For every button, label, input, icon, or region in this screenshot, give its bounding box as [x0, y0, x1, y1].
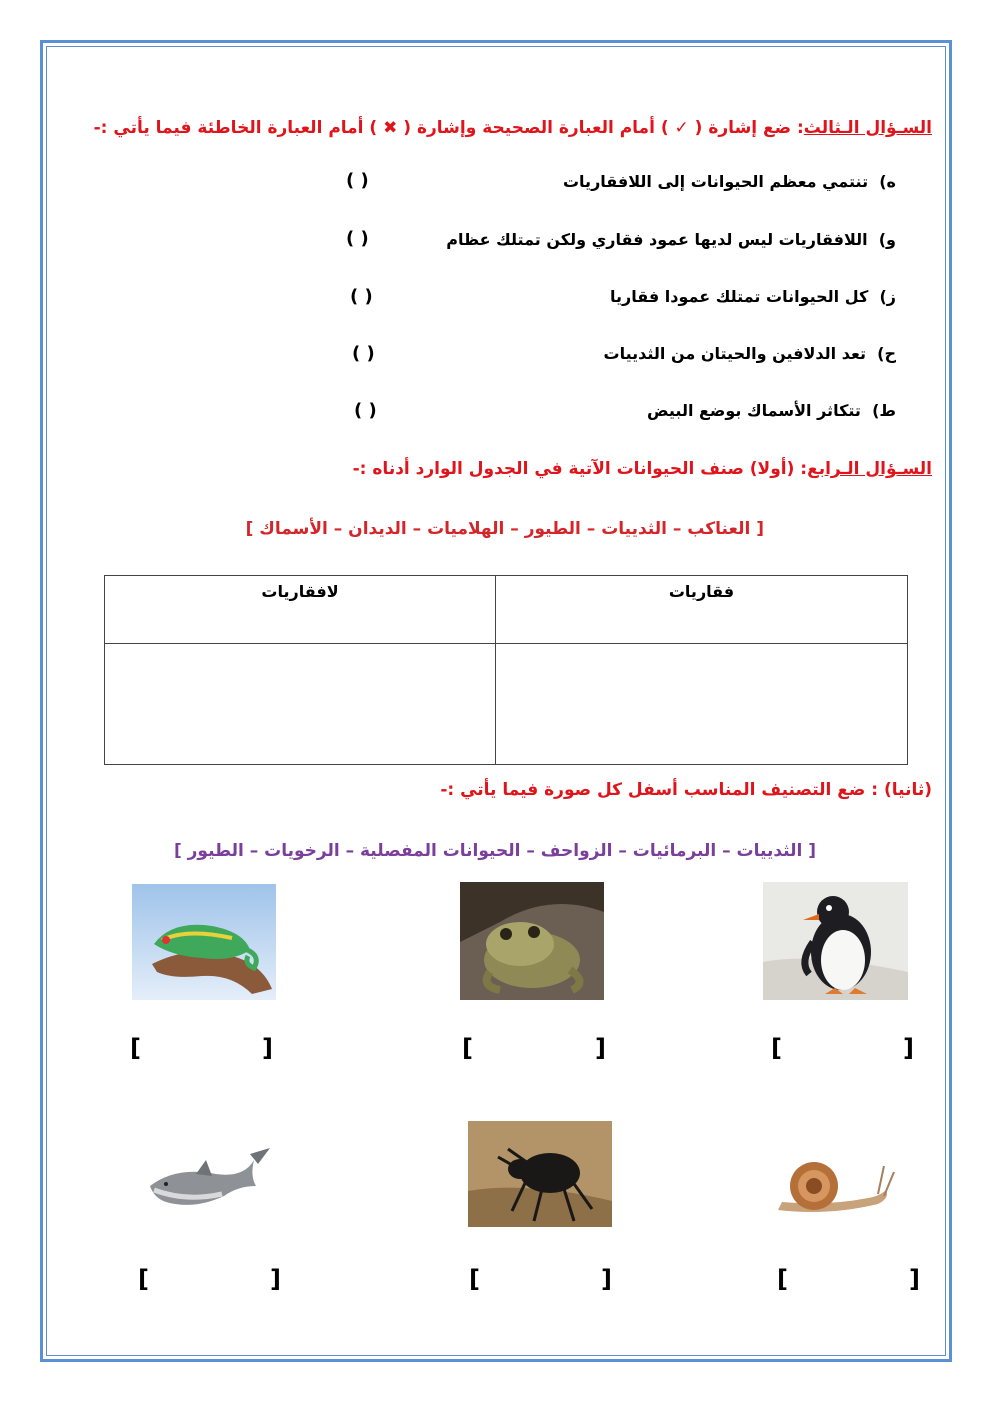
answer-bracket-close: ] — [601, 1265, 612, 1293]
answer-slot[interactable] — [148, 1036, 256, 1064]
table-header-vertebrates: فقاريات — [496, 576, 908, 644]
q3-item-text: كل الحيوانات تمتلك عمودا فقاريا — [609, 287, 869, 306]
answer-slot[interactable] — [795, 1267, 903, 1295]
word-bank-2: [ الثدييات – البرمائيات – الزواحف – الحيوانات المفصلية – الرخويات – الطيور ] — [173, 841, 816, 861]
q4-label: السـؤال الـرابع — [807, 459, 932, 479]
q3-item-text: تنتمي معظم الحيوانات إلى اللافقاريات — [562, 172, 869, 191]
answer-bracket-open: [ — [771, 1034, 782, 1062]
answer-blank[interactable]: ( ) — [346, 228, 369, 249]
q3-item — [610, 287, 896, 306]
beetle-image — [468, 1121, 612, 1227]
answer-bracket-open: [ — [469, 1265, 480, 1293]
answer-blank[interactable]: ( ) — [354, 400, 377, 421]
q4-heading — [353, 459, 932, 479]
table-cell-vertebrates[interactable] — [496, 644, 908, 765]
answer-blank[interactable]: ( ) — [350, 286, 373, 307]
q3-item-text: تتكاثر الأسماك بوضع البيض — [647, 401, 861, 420]
answer-bracket-open: [ — [777, 1265, 788, 1293]
answer-blank[interactable]: ( ) — [346, 170, 369, 191]
dolphin-image — [146, 1130, 270, 1224]
q3-item — [604, 344, 897, 363]
table-cell-invertebrates[interactable] — [105, 644, 496, 765]
q3-item — [647, 401, 896, 420]
answer-bracket-close: ] — [903, 1034, 914, 1062]
frog-image — [460, 882, 604, 1000]
q3-item-letter: ط) — [872, 401, 896, 420]
word-bank-1 — [246, 519, 764, 539]
table-header-invertebrates: لافقاريات — [105, 576, 496, 644]
penguin-image — [763, 882, 908, 1000]
q3-item-letter: ح) — [877, 344, 896, 363]
answer-slot[interactable] — [480, 1036, 588, 1064]
answer-slot[interactable] — [487, 1267, 595, 1295]
answer-bracket-open: [ — [462, 1034, 473, 1062]
answer-bracket-close: ] — [595, 1034, 606, 1062]
q3-label: السـؤال الـثالث — [803, 118, 932, 138]
answer-bracket-close: ] — [270, 1265, 281, 1293]
q3-instruction: : ضع إشارة ( ✓ ) أمام العبارة الصحيحة وإشارة ( ✖ ) أمام العبارة الخاطئة فيما يأتي :- — [93, 118, 804, 138]
answer-bracket-close: ] — [262, 1034, 273, 1062]
answer-slot[interactable] — [789, 1036, 897, 1064]
answer-bracket-close: ] — [909, 1265, 920, 1293]
q3-item-text: تعد الدلافين والحيتان من الثدييات — [603, 344, 867, 363]
classification-table — [104, 575, 908, 765]
chameleon-image — [132, 884, 276, 1000]
snail-image — [768, 1146, 898, 1230]
answer-blank[interactable]: ( ) — [352, 343, 375, 364]
word-bank-1-text: [ العناكب – الثدييات – الطيور – الهلاميات – الديدان – الأسماك ] — [245, 519, 764, 539]
q3-heading — [94, 118, 932, 138]
q3-item-letter: ز) — [879, 287, 896, 306]
q3-item — [563, 172, 896, 191]
answer-slot[interactable] — [156, 1267, 264, 1295]
q3-item-letter: و) — [878, 230, 896, 249]
answer-bracket-open: [ — [138, 1265, 149, 1293]
q3-item-letter: ه) — [879, 172, 896, 191]
q4-part2-instruction: (ثانيا) : ضع التصنيف المناسب أسفل كل صورة فيما يأتي :- — [440, 780, 932, 800]
q3-item-text: اللافقاريات ليس لديها عمود فقاري ولكن تمتلك عظام — [446, 230, 868, 249]
q3-item — [446, 230, 896, 249]
answer-bracket-open: [ — [130, 1034, 141, 1062]
q4-instruction: : (أولا) صنف الحيوانات الآتية في الجدول الوارد أدناه :- — [352, 459, 808, 479]
